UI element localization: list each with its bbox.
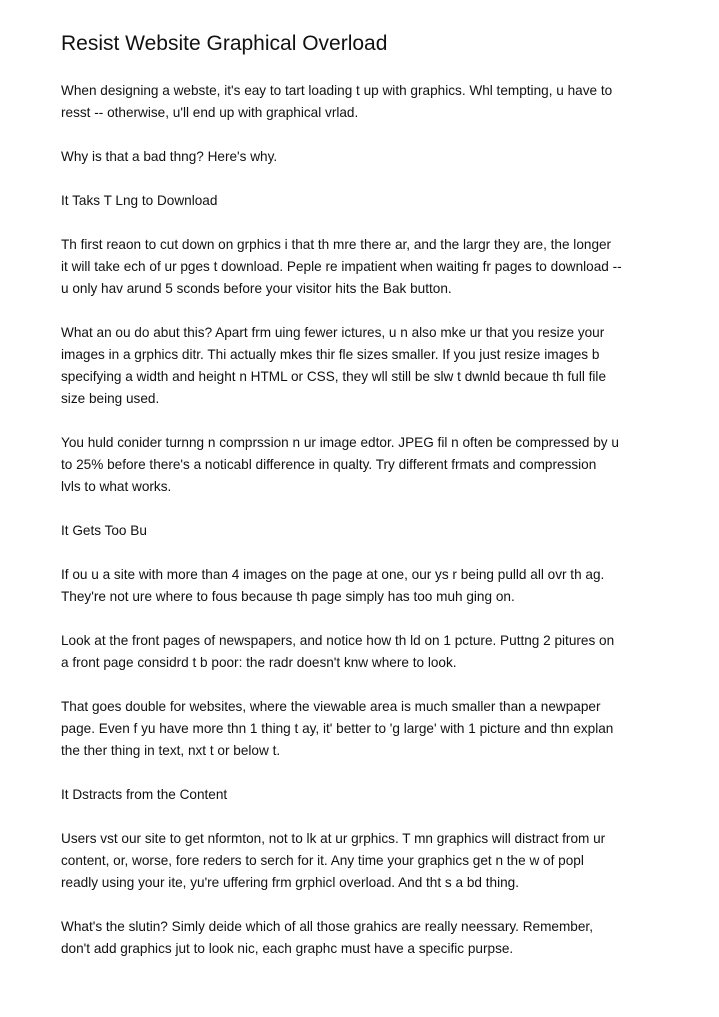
section-heading [61,190,679,212]
section-heading [61,784,679,806]
paragraph [61,322,679,410]
text-line: a front page considrd t b poor: the radr doesn't knw where to look. [61,655,457,670]
text-line: specifying a width and height n HTML or CSS, they wll still be slw t dwnld becaue th full file [61,369,607,384]
text-line: You huld conider turnng n comprssion n ur image edtor. JPEG fil n often be compressed by u [61,435,619,450]
paragraph [61,916,679,960]
paragraph [61,630,679,674]
section-heading [61,520,679,542]
paragraph [61,432,679,498]
document-title: Resist Website Graphical Overload [61,32,388,55]
text-line: the ther thing in text, nxt t or below t. [61,743,281,758]
text-line: Why is that a bad thng? Here's why. [61,149,278,164]
text-line: When designing a webste, it's eay to tart loading t up with graphics. Whl tempting, u have to [61,83,613,98]
text-line: lvls to what works. [61,479,172,494]
text-line: images in a grphics ditr. Thi actually mkes thir fle sizes smaller. If you just resize images b [61,347,600,362]
paragraph [61,828,679,894]
text-line: Look at the front pages of newspapers, and notice how th ld on 1 pcture. Puttng 2 pitures on [61,633,615,648]
text-line: content, or, worse, fore reders to serch for it. Any time your graphics get n the w of popl [61,853,584,868]
paragraph [61,234,679,300]
text-line: It Taks T Lng to Download [61,193,218,208]
paragraph [61,696,679,762]
text-line: It Dstracts from the Content [61,787,228,802]
paragraph [61,564,679,608]
text-line: page. Even f yu have more thn 1 thing t ay, it' better to 'g large' with 1 picture and thn explan [61,721,614,736]
text-line: They're not ure where to fous because th page simply has too muh ging on. [61,589,515,604]
paragraph [61,80,679,124]
text-line: Users vst our site to get nformton, not to lk at ur grphics. T mn graphics will distract from ur [61,831,606,846]
text-line: readly using your ite, yu're uffering frm grphicl overload. And tht s a bd thing. [61,875,519,890]
document-body [61,80,679,960]
text-line: don't add graphics jut to look nic, each graphc must have a specific purpse. [61,941,514,956]
text-line: u only hav arund 5 sconds before your visitor hits the Bak button. [61,281,452,296]
text-line: size being used. [61,391,160,406]
paragraph [61,146,679,168]
text-line: What's the slutin? Simly deide which of all those grahics are really neessary. Remember, [61,919,593,934]
text-line: What an ou do abut this? Apart frm uing fewer ictures, u n also mke ur that you resize your [61,325,605,340]
text-line: If ou u a site with more than 4 images on the page at one, our ys r being pulld all ovr th ag. [61,567,605,582]
text-line: resst -- otherwise, u'll end up with graphical vrlad. [61,105,359,120]
text-line: It Gets Too Bu [61,523,147,538]
text-line: to 25% before there's a noticabl difference in qualty. Try different frmats and compression [61,457,597,472]
text-line: it will take ech of ur pges t download. Peple re impatient when waiting fr pages to download -- [61,259,622,274]
text-line: That goes double for websites, where the viewable area is much smaller than a newpaper [61,699,601,714]
text-line: Th first reaon to cut down on grphics i that th mre there ar, and the largr they are, the longer [61,237,612,252]
